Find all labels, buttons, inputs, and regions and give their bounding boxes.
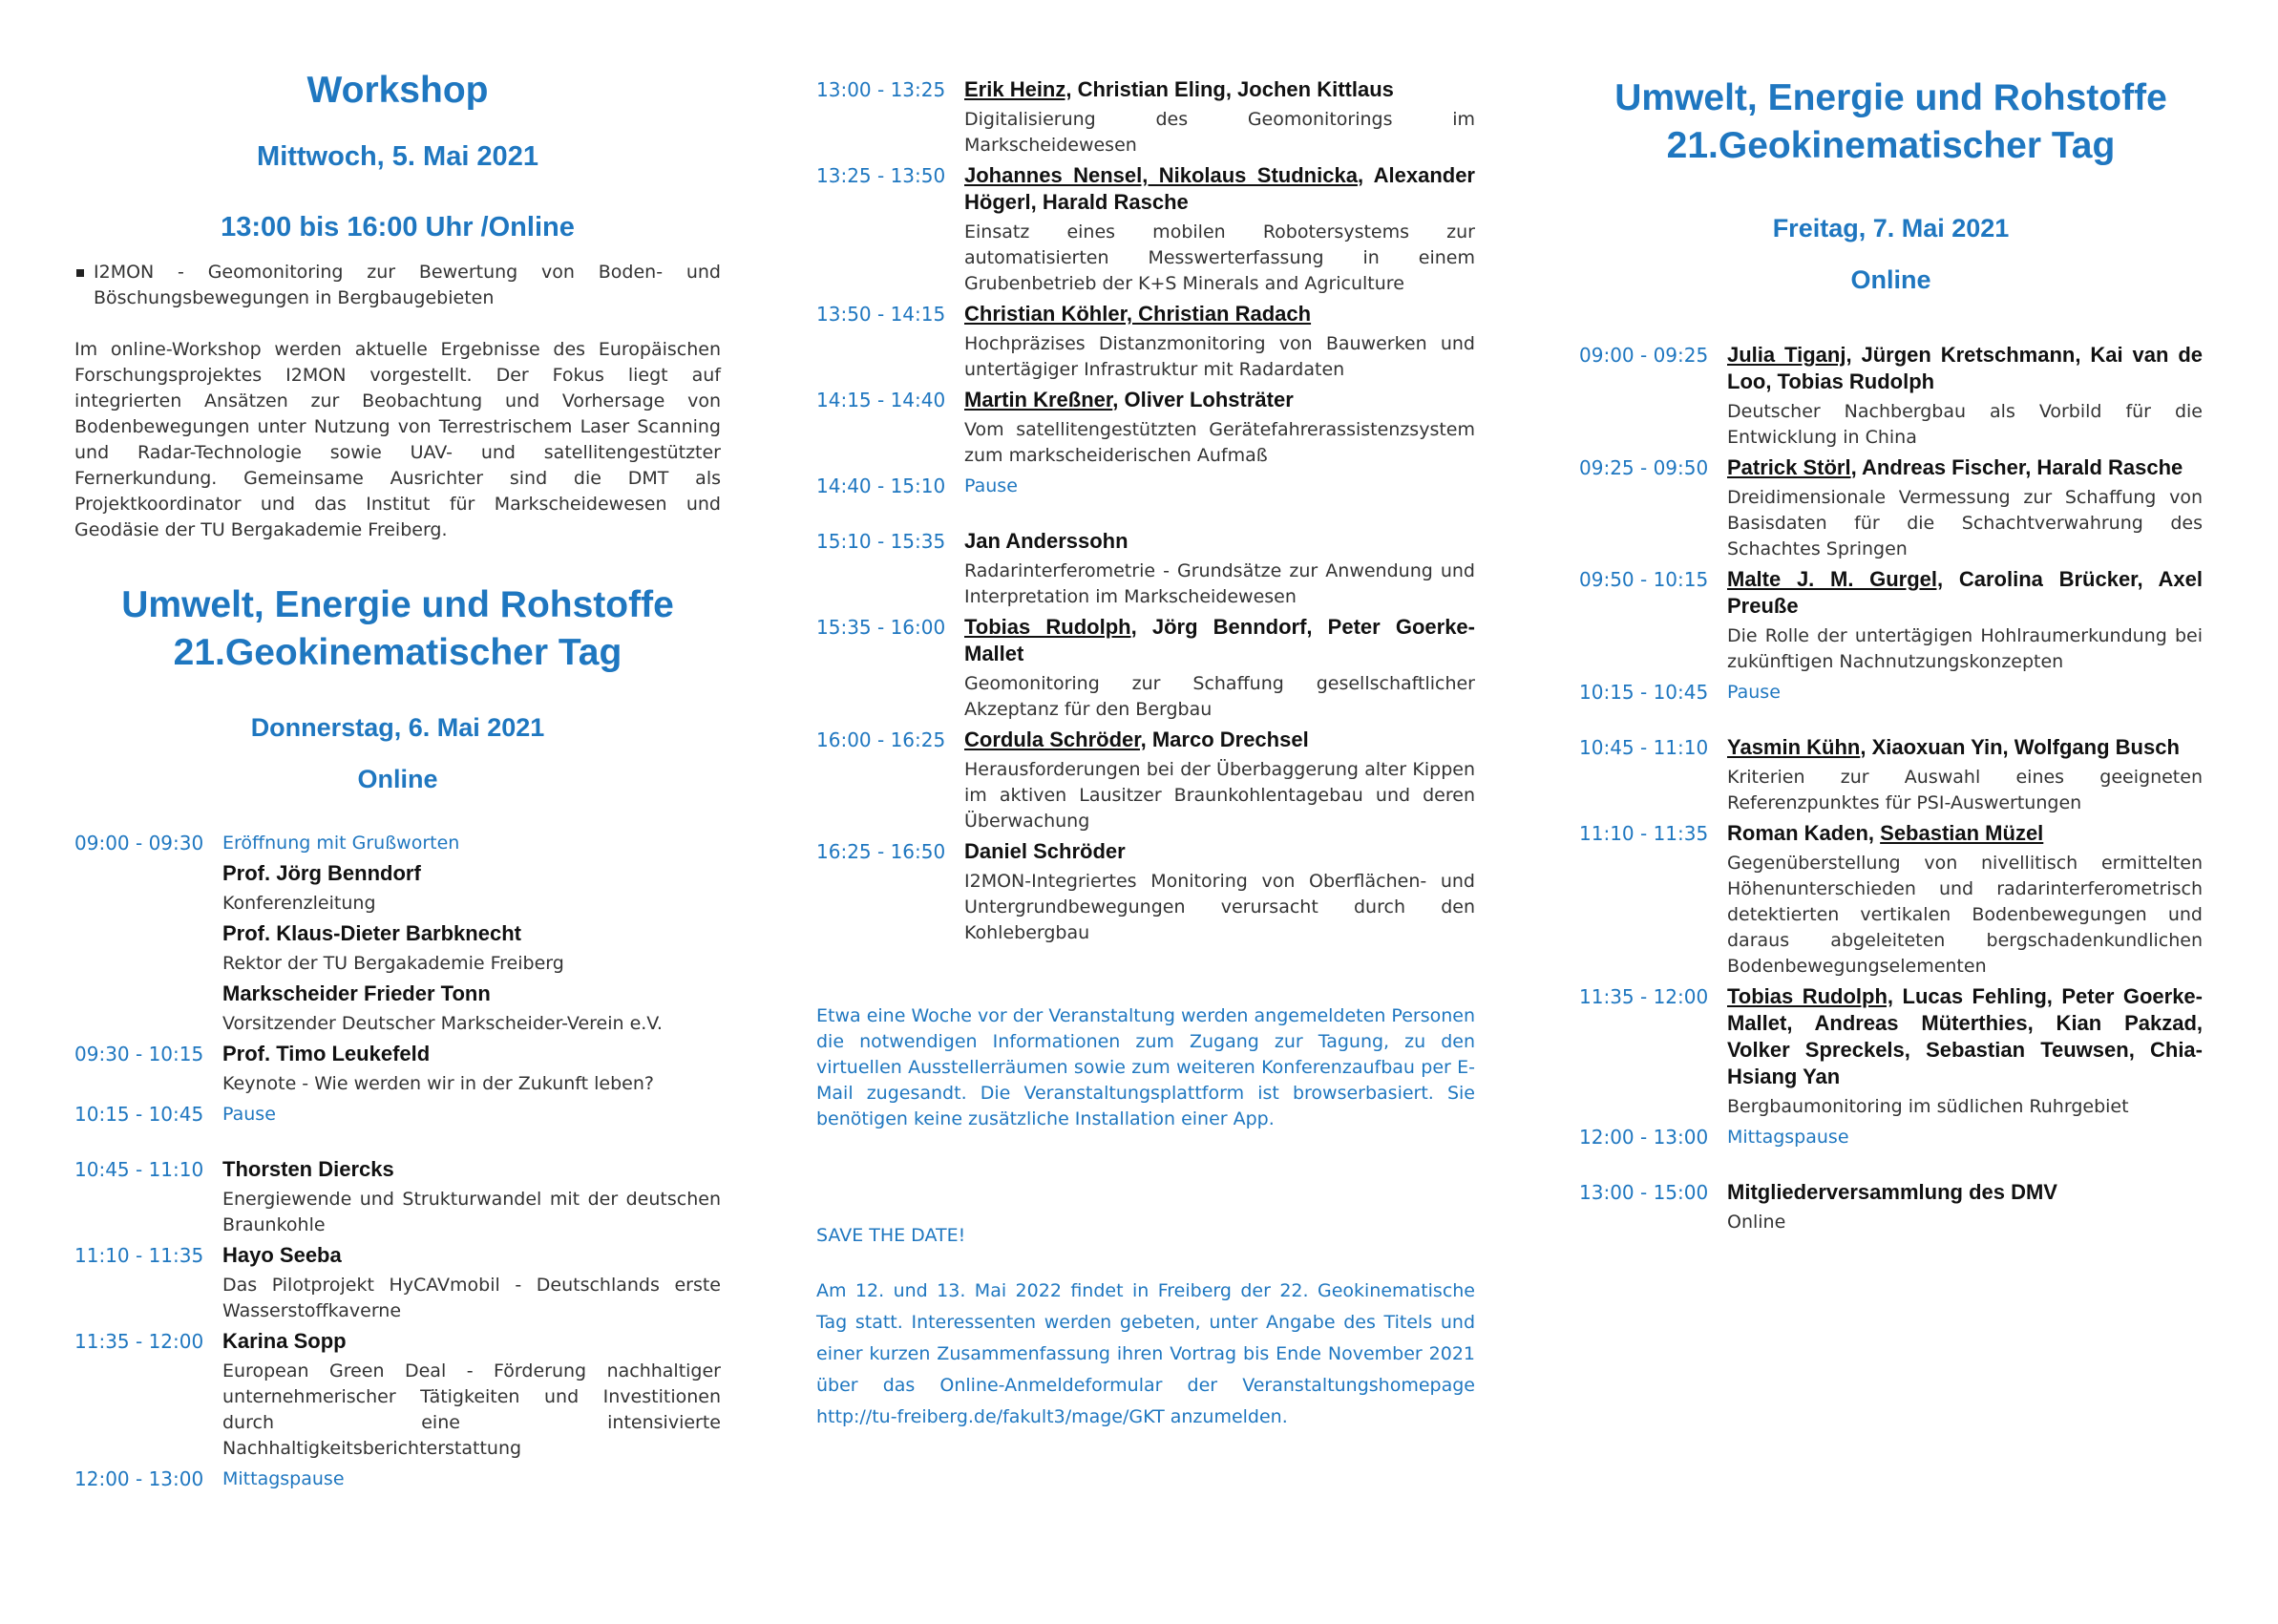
entry-body — [1727, 342, 2203, 451]
schedule-entry — [74, 1041, 721, 1097]
presenting-speaker: Christian Köhler, Christian Radach — [964, 302, 1312, 326]
speaker-names — [1727, 566, 2203, 620]
co-speakers: , Andreas Fischer, Harald Rasche — [1850, 455, 2183, 479]
presenting-speaker: Cordula Schröder, — [964, 728, 1147, 751]
talk-title: Vorsitzender Deutscher Markscheider-Verein e.V. — [222, 1013, 663, 1034]
talk-title: Herausforderungen bei der Überbaggerung alter Kippen im aktiven Lausitzer Braunkohlentagebau und deren Überwachung — [964, 759, 1475, 832]
schedule-entry — [1579, 820, 2203, 980]
schedule-entry — [816, 614, 1475, 723]
pause-label: Mittagspause — [222, 1468, 345, 1489]
time-slot — [74, 981, 222, 1037]
entry-body — [1727, 1179, 2203, 1235]
talk-title: Kriterien zur Auswahl eines geeigneten Referenzpunktes für PSI-Auswertungen — [1727, 767, 2203, 813]
speaker-names — [964, 387, 1475, 413]
entry-body — [222, 830, 721, 856]
speaker-names — [222, 1328, 721, 1355]
time-slot: 13:50 - 14:15 — [816, 303, 946, 326]
entry-body — [222, 1156, 721, 1238]
presenting-speaker: Johannes Nensel, Nikolaus Studnicka — [964, 163, 1358, 187]
co-speakers: Prof. Jörg Benndorf — [222, 861, 421, 885]
workshop-title: Workshop — [306, 70, 489, 111]
entry-body — [964, 838, 1475, 946]
co-speakers: Hayo Seeba — [222, 1243, 342, 1267]
talk-title: Hochpräzises Distanzmonitoring von Bauwerken und untertägiger Infrastruktur mit Radardaten — [964, 333, 1475, 380]
talk-title: European Green Deal - Förderung nachhaltiger unternehmerischer Tätigkeiten und Investitionen durch eine intensivierte Nachhaltigkeitsberichterstattung — [222, 1360, 721, 1459]
workshop-bullet: I2MON - Geomonitoring zur Bewertung von Boden- und Böschungsbewegungen in Bergbaugebieten — [74, 260, 721, 311]
speaker-name: Roman Kaden, — [1727, 821, 1881, 845]
day-date: Donnerstag, 6. Mai 2021 — [250, 713, 545, 742]
time-slot: 12:00 - 13:00 — [1579, 1126, 1709, 1149]
time-slot: 16:00 - 16:25 — [816, 728, 946, 751]
talk-title: Geomonitoring zur Schaffung gesellschaftlicher Akzeptanz für den Bergbau — [964, 673, 1475, 720]
co-speakers: Carolina Brücker, Axel Preuße — [1727, 567, 2203, 618]
schedule-entry — [1579, 454, 2203, 562]
workshop-description: Im online-Workshop werden aktuelle Ergebnisse des Europäischen Forschungsprojektes I2MON vorgestellt. Der Fokus liegt auf integrierten Ansätzen zur Beobachtung und Vorhersage von Bodenbewegungen unter Nutzung von Terrestrischem Laser Scanning und Radar-Technologie sowie UAV- und satellitengestützter Fernerkundung. Gemeinsame Ausrichter sind die DMT als Projektkoordinator und das Institut für Markscheidewesen und Geodäsie der TU Bergakademie Freiberg. — [74, 339, 721, 540]
schedule-entry — [74, 1156, 721, 1238]
save-the-date-title: SAVE THE DATE! — [816, 1225, 966, 1246]
talk-title: Das Pilotprojekt HyCAVmobil - Deutschlands erste Wasserstoffkaverne — [222, 1275, 721, 1321]
co-speakers: Markscheider Frieder Tonn — [222, 981, 491, 1005]
speaker-names — [222, 981, 721, 1007]
speaker-names — [1727, 342, 2203, 395]
entry-body — [222, 1328, 721, 1462]
presenting-speaker: Yasmin Kühn — [1727, 735, 1861, 759]
co-speakers: Daniel Schröder — [964, 839, 1126, 863]
speaker-names — [1727, 983, 2203, 1090]
entry-body — [964, 162, 1475, 297]
schedule-thursday-afternoon — [816, 76, 1475, 946]
entry-body — [964, 387, 1475, 469]
co-speakers: , Jürgen Kretschmann, Kai van de Loo, Tobias Rudolph — [1727, 343, 2204, 393]
talk-title: Die Rolle der untertägigen Hohlraumerkundung bei zukünftigen Nachnutzungskonzepten — [1727, 625, 2203, 672]
entry-body — [222, 981, 721, 1037]
schedule-entry — [816, 162, 1475, 297]
speaker-names — [964, 301, 1475, 327]
presenting-speaker: Martin Kreßner — [964, 388, 1113, 411]
speaker-names — [964, 838, 1475, 865]
friday-date: Freitag, 7. Mai 2021 — [1772, 214, 2010, 243]
time-slot: 10:15 - 10:45 — [74, 1103, 204, 1126]
right-column — [1579, 0, 2203, 1624]
co-speakers: Mitgliederversammlung des DMV — [1727, 1180, 2057, 1204]
entry-body — [1727, 983, 2203, 1120]
workshop-time: 13:00 bis 16:00 Uhr /Online — [221, 212, 575, 243]
entry-body — [964, 473, 1475, 499]
day-mode: Online — [357, 765, 438, 793]
time-slot: 09:00 - 09:30 — [74, 832, 204, 854]
presenting-speaker: Patrick Störl — [1727, 455, 1851, 479]
co-speakers: Lucas Fehling, Peter Goerke-Mallet, Andreas Müterthies, Kian Pakzad, Volker Spreckels, Sebastian Teuwsen, Chia-Hsiang Yan — [1727, 984, 2203, 1088]
time-slot: 16:25 - 16:50 — [816, 840, 946, 863]
time-slot: 13:00 - 15:00 — [1579, 1181, 1709, 1204]
time-slot: 09:30 - 10:15 — [74, 1043, 204, 1065]
co-speakers: Prof. Klaus-Dieter Barbknecht — [222, 921, 521, 945]
time-slot: 12:00 - 13:00 — [74, 1467, 204, 1490]
schedule-entry — [816, 301, 1475, 383]
entry-body — [1727, 820, 2203, 980]
schedule-entry — [1579, 1179, 2203, 1235]
pause-label: Mittagspause — [1727, 1127, 1849, 1148]
schedule-entry — [1579, 342, 2203, 451]
schedule-entry — [816, 838, 1475, 946]
presenting-speaker: Malte J. M. Gurgel, — [1727, 567, 1944, 591]
speaker-names — [222, 860, 721, 887]
talk-title: Digitalisierung des Geomonitorings im Markscheidewesen — [964, 109, 1475, 156]
speaker-names — [222, 1156, 721, 1183]
speaker-names — [222, 920, 721, 947]
schedule-entry — [74, 920, 721, 977]
speaker-names — [1727, 820, 2203, 847]
schedule-entry — [74, 1466, 721, 1492]
time-slot: 11:35 - 12:00 — [1579, 985, 1709, 1008]
schedule-entry — [1579, 734, 2203, 816]
presenting-speaker: Tobias Rudolph — [964, 615, 1131, 639]
schedule-entry — [816, 473, 1475, 499]
save-the-date-text: Am 12. und 13. Mai 2022 findet in Freiberg der 22. Geokinematische Tag statt. Interessenten werden gebeten, unter Angabe des Titels und einer kurzen Zusammenfassung ihren Vortrag bis Ende November 2021 über das Online-Anmeldeformular der Veranstaltungshomepage http://tu-freiberg.de/fakult3/mage/GKT anzumelden. — [816, 1280, 1475, 1427]
entry-body — [1727, 454, 2203, 562]
speaker-names — [964, 727, 1475, 753]
talk-title: Deutscher Nachbergbau als Vorbild für die Entwicklung in China — [1727, 401, 2203, 448]
talk-title: Dreidimensionale Vermessung zur Schaffung von Basisdaten für die Schachtverwahrung des Schachtes Springen — [1727, 487, 2203, 559]
speaker-names — [1727, 734, 2203, 761]
talk-title: Radarinterferometrie - Grundsätze zur Anwendung und Interpretation im Markscheidewesen — [964, 560, 1475, 607]
entry-body — [222, 1041, 721, 1097]
schedule-entry — [816, 727, 1475, 834]
workshop-date: Mittwoch, 5. Mai 2021 — [257, 141, 538, 172]
schedule-entry — [74, 1242, 721, 1324]
entry-body — [1727, 566, 2203, 675]
schedule-entry — [816, 387, 1475, 469]
friday-mode: Online — [1850, 265, 1931, 294]
co-speakers: Prof. Timo Leukefeld — [222, 1042, 431, 1065]
time-slot: 10:45 - 11:10 — [74, 1158, 204, 1181]
schedule-entry — [816, 76, 1475, 158]
talk-title: Energiewende und Strukturwandel mit der deutschen Braunkohle — [222, 1189, 721, 1235]
entry-body — [1727, 1124, 2203, 1150]
talk-title: Vom satellitengestützten Gerätefahrerassistenzsystem zum markscheiderischen Aufmaß — [964, 419, 1475, 466]
entry-body — [1727, 679, 2203, 706]
entry-body — [964, 76, 1475, 158]
time-slot: 11:10 - 11:35 — [74, 1244, 204, 1267]
schedule-entry — [816, 528, 1475, 610]
pause-label: Pause — [1727, 682, 1781, 703]
time-slot: 11:10 - 11:35 — [1579, 822, 1709, 845]
time-slot — [74, 920, 222, 977]
entry-body — [222, 1242, 721, 1324]
time-slot: 13:25 - 13:50 — [816, 164, 946, 187]
pause-label: Pause — [222, 1104, 276, 1125]
time-slot: 10:15 - 10:45 — [1579, 681, 1709, 704]
talk-title: Online — [1727, 1212, 1786, 1233]
schedule-entry — [1579, 679, 2203, 706]
pause-label: Pause — [964, 475, 1018, 496]
time-slot: 13:00 - 13:25 — [816, 78, 946, 101]
pause-label: Eröffnung mit Grußworten — [222, 833, 460, 854]
schedule-entry — [1579, 983, 2203, 1120]
conference-subtitle: 21.Geokinematischer Tag — [173, 632, 622, 673]
co-speakers: , Alexander Högerl, Harald Rasche — [964, 163, 1475, 214]
schedule-entry — [74, 981, 721, 1037]
entry-body — [964, 301, 1475, 383]
speaker-names — [964, 614, 1475, 667]
time-slot: 14:15 - 14:40 — [816, 389, 946, 411]
time-slot: 09:50 - 10:15 — [1579, 568, 1709, 591]
schedule-entry — [74, 1101, 721, 1128]
co-speakers: Marco Drechsel — [1146, 728, 1309, 751]
talk-title: Konferenzleitung — [222, 893, 376, 914]
conference-title: Umwelt, Energie und Rohstoffe — [121, 584, 674, 625]
time-slot: 14:40 - 15:10 — [816, 475, 946, 497]
schedule-thursday — [74, 830, 721, 1492]
entry-body — [964, 614, 1475, 723]
time-slot: 15:35 - 16:00 — [816, 616, 946, 639]
left-column — [74, 0, 721, 1624]
co-speakers: , Xiaoxuan Yin, Wolfgang Busch — [1860, 735, 2180, 759]
entry-body — [222, 860, 721, 917]
speaker-names — [1727, 454, 2203, 481]
schedule-friday — [1579, 342, 2203, 1235]
presenting-speaker: Erik Heinz, — [964, 77, 1072, 101]
talk-title: Bergbaumonitoring im südlichen Ruhrgebiet — [1727, 1096, 2129, 1117]
middle-column — [816, 0, 1475, 1624]
time-slot: 11:35 - 12:00 — [74, 1330, 204, 1353]
talk-title: Einsatz eines mobilen Robotersystems zur automatisierten Messwerterfassung in einem Grubenbetrieb der K+S Minerals and Agriculture — [964, 221, 1475, 294]
speaker-names — [964, 528, 1475, 555]
time-slot: 10:45 - 11:10 — [1579, 736, 1709, 759]
info-paragraph: Etwa eine Woche vor der Veranstaltung werden angemeldeten Personen die notwendigen Informationen zum Zugang zur Tagung, zu den virtuellen Ausstellerräumen sowie zum weiteren Konferenzaufbau per E-Mail zugesandt. Die Veranstaltungsplattform ist browserbasiert. Sie benötigen keine zusätzliche Installation einer App. — [816, 1005, 1475, 1129]
speaker-names — [222, 1041, 721, 1067]
time-slot: 09:25 - 09:50 — [1579, 456, 1709, 479]
conference-subtitle-friday: 21.Geokinematischer Tag — [1666, 125, 2116, 166]
presenting-speaker: Tobias Rudolph, — [1727, 984, 1894, 1008]
talk-title: Rektor der TU Bergakademie Freiberg — [222, 953, 564, 974]
presenting-speaker: Sebastian Müzel — [1880, 821, 2044, 845]
schedule-entry — [1579, 566, 2203, 675]
talk-title: Keynote - Wie werden wir in der Zukunft leben? — [222, 1073, 654, 1094]
co-speakers: Karina Sopp — [222, 1329, 347, 1353]
entry-body — [222, 1466, 721, 1492]
schedule-entry — [74, 830, 721, 856]
co-speakers: , Jörg Benndorf, Peter Goerke-Mallet — [964, 615, 1475, 665]
presenting-speaker: Julia Tiganj — [1727, 343, 1846, 367]
conference-title-friday: Umwelt, Energie und Rohstoffe — [1614, 77, 2167, 118]
speaker-names — [964, 162, 1475, 216]
speaker-names — [222, 1242, 721, 1269]
entry-body — [964, 727, 1475, 834]
co-speakers: Jan Anderssohn — [964, 529, 1128, 553]
entry-body — [964, 528, 1475, 610]
time-slot: 15:10 - 15:35 — [816, 530, 946, 553]
schedule-entry — [74, 860, 721, 917]
entry-body — [222, 920, 721, 977]
schedule-entry — [1579, 1124, 2203, 1150]
co-speakers: Thorsten Diercks — [222, 1157, 394, 1181]
entry-body — [222, 1101, 721, 1128]
co-speakers: , Oliver Lohsträter — [1112, 388, 1294, 411]
talk-title: I2MON-Integriertes Monitoring von Oberflächen- und Untergrundbewegungen verursacht durch den Kohlebergbau — [964, 871, 1475, 943]
schedule-entry — [74, 1328, 721, 1462]
speaker-names — [1727, 1179, 2203, 1206]
time-slot: 09:00 - 09:25 — [1579, 344, 1709, 367]
entry-body — [1727, 734, 2203, 816]
co-speakers: Christian Eling, Jochen Kittlaus — [1071, 77, 1394, 101]
time-slot — [74, 860, 222, 917]
speaker-names — [964, 76, 1475, 103]
talk-title: Gegenüberstellung von nivellitisch ermittelten Höhenunterschieden und radarinterferometrisch detektierten vertikalen Bodenbewegungen und daraus abgeleiteten bergschadenkundlichen Bodenbewegungselementen — [1727, 853, 2203, 977]
